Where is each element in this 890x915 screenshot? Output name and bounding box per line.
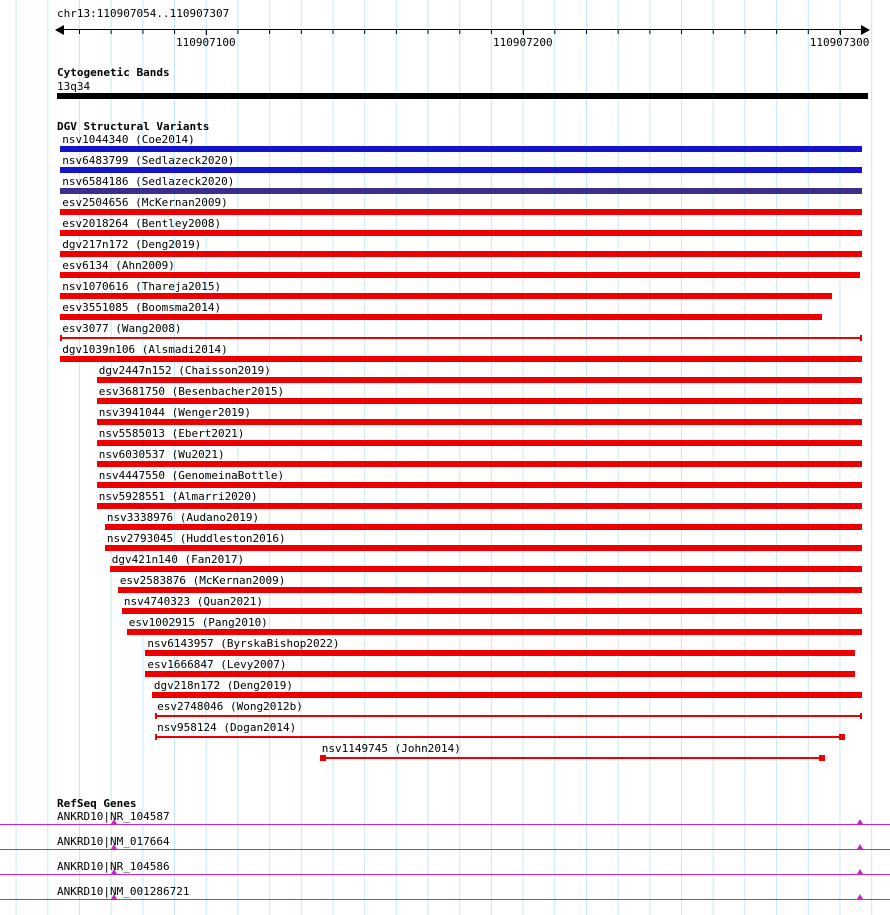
variant-row xyxy=(57,637,868,658)
variant-bar[interactable] xyxy=(105,545,862,551)
variant-bar[interactable] xyxy=(97,440,863,446)
variant-row xyxy=(57,280,868,301)
variant-label: esv3681750 (Besenbacher2015) xyxy=(98,385,285,398)
variant-bar[interactable] xyxy=(320,757,825,759)
variant-row xyxy=(57,448,868,469)
variant-label: esv2748046 (Wong2012b) xyxy=(157,700,303,713)
gene-label: ANKRD10|NM_017664 xyxy=(57,835,170,848)
variant-row xyxy=(57,595,868,616)
variant-row xyxy=(57,658,868,679)
variant-bar[interactable] xyxy=(97,377,863,383)
variant-end-marker xyxy=(839,734,845,740)
variant-label: esv1666847 (Levy2007) xyxy=(147,658,287,671)
tick-label: 110907100 xyxy=(176,36,236,49)
ruler-tick-mark xyxy=(523,29,524,35)
variant-row xyxy=(57,259,868,280)
variant-row xyxy=(57,385,868,406)
variant-bar[interactable] xyxy=(155,736,845,738)
variant-start-marker xyxy=(155,734,157,740)
gene-label: ANKRD10|NM_001286721 xyxy=(57,885,190,898)
variant-row xyxy=(57,616,868,637)
variant-row xyxy=(57,364,868,385)
gene-line[interactable] xyxy=(0,824,890,825)
gene-line[interactable] xyxy=(0,899,890,900)
variant-row xyxy=(57,154,868,175)
ruler-ticks xyxy=(57,29,868,51)
variant-bar[interactable] xyxy=(118,587,862,593)
variant-bar[interactable] xyxy=(145,671,855,677)
variant-row xyxy=(57,679,868,700)
gene-exon-bump xyxy=(857,869,863,874)
variant-label: nsv958124 (Dogan2014) xyxy=(157,721,297,734)
variant-bar[interactable] xyxy=(105,524,862,530)
gene-label: ANKRD10|NR_104587 xyxy=(57,810,170,823)
variant-bar[interactable] xyxy=(60,272,860,278)
variant-label: nsv6143957 (ByrskaBishop2022) xyxy=(147,637,340,650)
gene-exon-bump xyxy=(857,894,863,899)
refseq-genes-header: RefSeq Genes xyxy=(57,797,137,810)
variant-label: nsv1149745 (John2014) xyxy=(321,742,461,755)
variant-bar[interactable] xyxy=(97,503,863,509)
variant-row xyxy=(57,238,868,259)
variant-row xyxy=(57,175,868,196)
variant-end-marker xyxy=(860,335,862,341)
variant-bar[interactable] xyxy=(97,419,863,425)
variant-label: esv3551085 (Boomsma2014) xyxy=(62,301,222,314)
variant-label: dgv217n172 (Deng2019) xyxy=(62,238,202,251)
tick-label: 110907200 xyxy=(493,36,553,49)
variant-bar[interactable] xyxy=(97,398,863,404)
variant-label: nsv6030537 (Wu2021) xyxy=(98,448,225,461)
variant-row xyxy=(57,700,868,721)
gene-rows xyxy=(0,810,890,910)
variant-label: dgv218n172 (Deng2019) xyxy=(153,679,293,692)
variant-bar[interactable] xyxy=(60,293,832,299)
variant-label: nsv5928551 (Almarri2020) xyxy=(98,490,258,503)
cytoband-label: 13q34 xyxy=(57,80,91,93)
variant-label: nsv2793045 (Huddleston2016) xyxy=(106,532,286,545)
variant-row xyxy=(57,301,868,322)
cytoband-bar[interactable] xyxy=(57,93,868,99)
gene-exon-bump xyxy=(111,894,117,899)
variant-label: nsv5585013 (Ebert2021) xyxy=(98,427,245,440)
variant-row xyxy=(57,406,868,427)
variant-row xyxy=(57,532,868,553)
variant-bar[interactable] xyxy=(60,188,862,194)
variant-bar[interactable] xyxy=(97,482,863,488)
variant-bar[interactable] xyxy=(60,314,822,320)
variant-label: dgv2447n152 (Chaisson2019) xyxy=(98,364,271,377)
variant-bar[interactable] xyxy=(60,230,862,236)
variant-label: dgv421n140 (Fan2017) xyxy=(111,553,245,566)
gene-label: ANKRD10|NR_104586 xyxy=(57,860,170,873)
tick-label: 110907300 xyxy=(809,36,870,49)
variant-start-marker xyxy=(60,335,62,341)
variant-label: nsv6584186 (Sedlazeck2020) xyxy=(62,175,235,188)
gene-row xyxy=(0,860,890,885)
variant-bar[interactable] xyxy=(110,566,863,572)
variant-rows xyxy=(57,133,868,764)
variant-start-marker xyxy=(155,713,157,719)
variant-label: esv1002915 (Pang2010) xyxy=(128,616,268,629)
variant-label: nsv4740323 (Quan2021) xyxy=(123,595,263,608)
gene-line[interactable] xyxy=(0,849,890,850)
variant-label: nsv1044340 (Coe2014) xyxy=(62,133,195,146)
variant-row xyxy=(57,490,868,511)
variant-row xyxy=(57,133,868,154)
variant-row xyxy=(57,511,868,532)
dgv-variants-header: DGV Structural Variants xyxy=(57,120,210,133)
gene-exon-bump xyxy=(857,844,863,849)
variant-end-marker xyxy=(860,713,862,719)
gene-row xyxy=(0,885,890,910)
variant-bar[interactable] xyxy=(60,167,862,173)
variant-row xyxy=(57,343,868,364)
variant-label: nsv3941044 (Wenger2019) xyxy=(98,406,252,419)
variant-bar[interactable] xyxy=(60,146,862,152)
variant-bar[interactable] xyxy=(60,337,862,339)
variant-label: nsv3338976 (Audano2019) xyxy=(106,511,260,524)
gene-line[interactable] xyxy=(0,874,890,875)
variant-end-marker xyxy=(819,755,825,761)
variant-bar[interactable] xyxy=(152,692,862,698)
variant-label: esv2504656 (McKernan2009) xyxy=(62,196,228,209)
gene-exon-bump xyxy=(111,819,117,824)
variant-row xyxy=(57,196,868,217)
variant-bar[interactable] xyxy=(127,629,863,635)
variant-row xyxy=(57,553,868,574)
variant-bar[interactable] xyxy=(60,356,862,362)
variant-bar[interactable] xyxy=(155,715,862,717)
variant-label: esv3077 (Wang2008) xyxy=(62,322,182,335)
ruler-tick-mark xyxy=(206,29,207,35)
variant-label: nsv1070616 (Thareja2015) xyxy=(62,280,222,293)
variant-label: dgv1039n106 (Alsmadi2014) xyxy=(62,343,228,356)
ruler-tick-mark xyxy=(840,29,841,35)
variant-label: esv6134 (Ahn2009) xyxy=(62,259,175,272)
gene-exon-bump xyxy=(111,844,117,849)
variant-row xyxy=(57,322,868,343)
variant-row xyxy=(57,469,868,490)
gene-row xyxy=(0,835,890,860)
variant-bar[interactable] xyxy=(60,209,862,215)
variant-start-marker xyxy=(320,755,326,761)
gene-row xyxy=(0,810,890,835)
variant-bar[interactable] xyxy=(97,461,863,467)
variant-label: esv2583876 (McKernan2009) xyxy=(119,574,286,587)
variant-row xyxy=(57,721,868,742)
gene-exon-bump xyxy=(857,819,863,824)
variant-bar[interactable] xyxy=(122,608,862,614)
ruler-region-title: chr13:110907054..110907307 xyxy=(57,7,230,20)
cytogenetic-bands-header: Cytogenetic Bands xyxy=(57,66,170,79)
variant-row xyxy=(57,427,868,448)
variant-label: nsv6483799 (Sedlazeck2020) xyxy=(62,154,235,167)
variant-row xyxy=(57,574,868,595)
variant-row xyxy=(57,742,868,763)
variant-row xyxy=(57,217,868,238)
variant-label: nsv4447550 (GenomeinaBottle) xyxy=(98,469,285,482)
variant-bar[interactable] xyxy=(145,650,855,656)
gene-exon-bump xyxy=(111,869,117,874)
variant-label: esv2018264 (Bentley2008) xyxy=(62,217,222,230)
variant-bar[interactable] xyxy=(60,251,862,257)
